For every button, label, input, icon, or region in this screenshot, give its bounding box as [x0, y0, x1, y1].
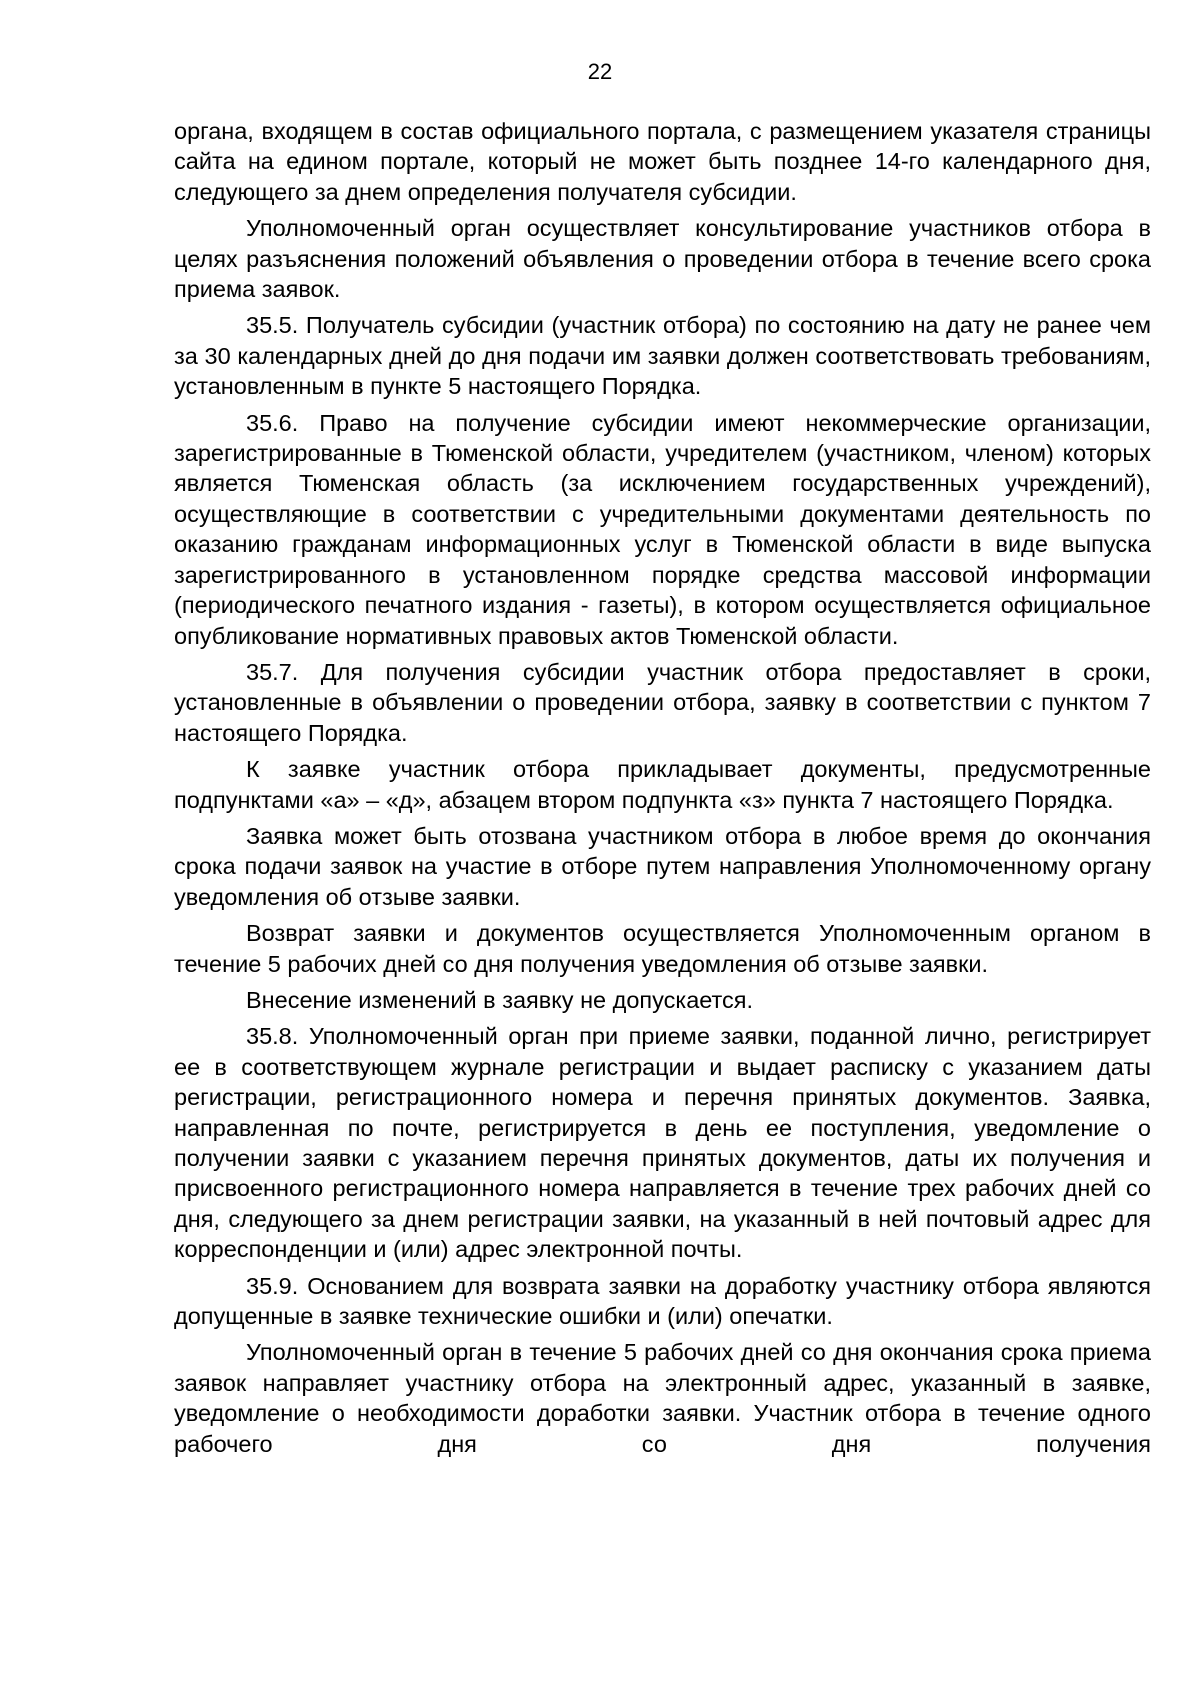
paragraph-35-8: 35.8. Уполномоченный орган при приеме заявки, поданной лично, регистрирует ее в соответствующем журнале регистрации и выдает расписку с указанием даты регистрации, регистрационного номера и перечня принятых документов. Заявка, направленная по почте, регистрируется в день ее поступления, уведомление о получении заявки с указанием перечня принятых документов, даты их получения и присвоенного регистрационного номера направляется в течение трех рабочих дней со дня, следующего за днем регистрации заявки, на указанный в ней почтовый адрес для корреспонденции и (или) адрес электронной почты.	[174, 1023, 1151, 1263]
paragraph-35-9: 35.9. Основанием для возврата заявки на доработку участнику отбора являются допущенные в заявке технические ошибки и (или) опечатки.	[174, 1272, 1151, 1330]
paragraph-35-5: 35.5. Получатель субсидии (участник отбора) по состоянию на дату не ранее чем за 30 календарных дней до дня подачи им заявки должен соответствовать требованиям, установленным в пункте 5 настоящего Порядка.	[174, 312, 1151, 400]
paragraph-return: Возврат заявки и документов осуществляется Уполномоченным органом в течение 5 рабочих дней со дня получения уведомления об отзыве заявки.	[174, 920, 1151, 977]
paragraph-no-changes: Внесение изменений в заявку не допускается.	[246, 986, 754, 1013]
paragraph-consulting: Уполномоченный орган осуществляет консультирование участников отбора в целях разъяснения положений объявления о проведении отбора в течение всего срока приема заявок.	[174, 215, 1151, 303]
paragraph-revision-notice: Уполномоченный орган в течение 5 рабочих дней со дня окончания срока приема заявок направляет участнику отбора на электронный адрес, указанный в заявке, уведомление о необходимости доработки заявки. Участник отбора в течение одного рабочего дня со дня получения	[174, 1339, 1151, 1457]
paragraph-35-6: 35.6. Право на получение субсидии имеют некоммерческие организации, зарегистрированные в Тюменской области, учредителем (участником, членом) которых является Тюменская область (за исключением государственных учреждений), осуществляющие в соответствии с учредительными документами деятельность по оказанию гражданам информационных услуг в Тюменской области в виде выпуска зарегистрированного в установленном порядке средства массовой информации (периодического печатного издания - газеты), в котором осуществляется официальное опубликование нормативных правовых актов Тюменской области.	[174, 409, 1151, 649]
document-body	[174, 116, 1151, 1465]
paragraph-attachments: К заявке участник отбора прикладывает документы, предусмотренные подпунктами «а» – «д», абзацем втором подпункта «з» пункта 7 настоящего Порядка.	[174, 756, 1151, 813]
paragraph-continuation: органа, входящем в состав официального портала, с размещением указателя страницы сайта на едином портале, который не может быть позднее 14-го календарного дня, следующего за днем определения получателя субсидии.	[174, 118, 1151, 205]
paragraph-35-7: 35.7. Для получения субсидии участник отбора предоставляет в сроки, установленные в объявлении о проведении отбора, заявку в соответствии с пунктом 7 настоящего Порядка.	[174, 658, 1151, 746]
paragraph-withdrawal: Заявка может быть отозвана участником отбора в любое время до окончания срока подачи заявок на участие в отборе путем направления Уполномоченному органу уведомления об отзыве заявки.	[174, 822, 1151, 910]
page-number: 22	[587, 59, 613, 84]
